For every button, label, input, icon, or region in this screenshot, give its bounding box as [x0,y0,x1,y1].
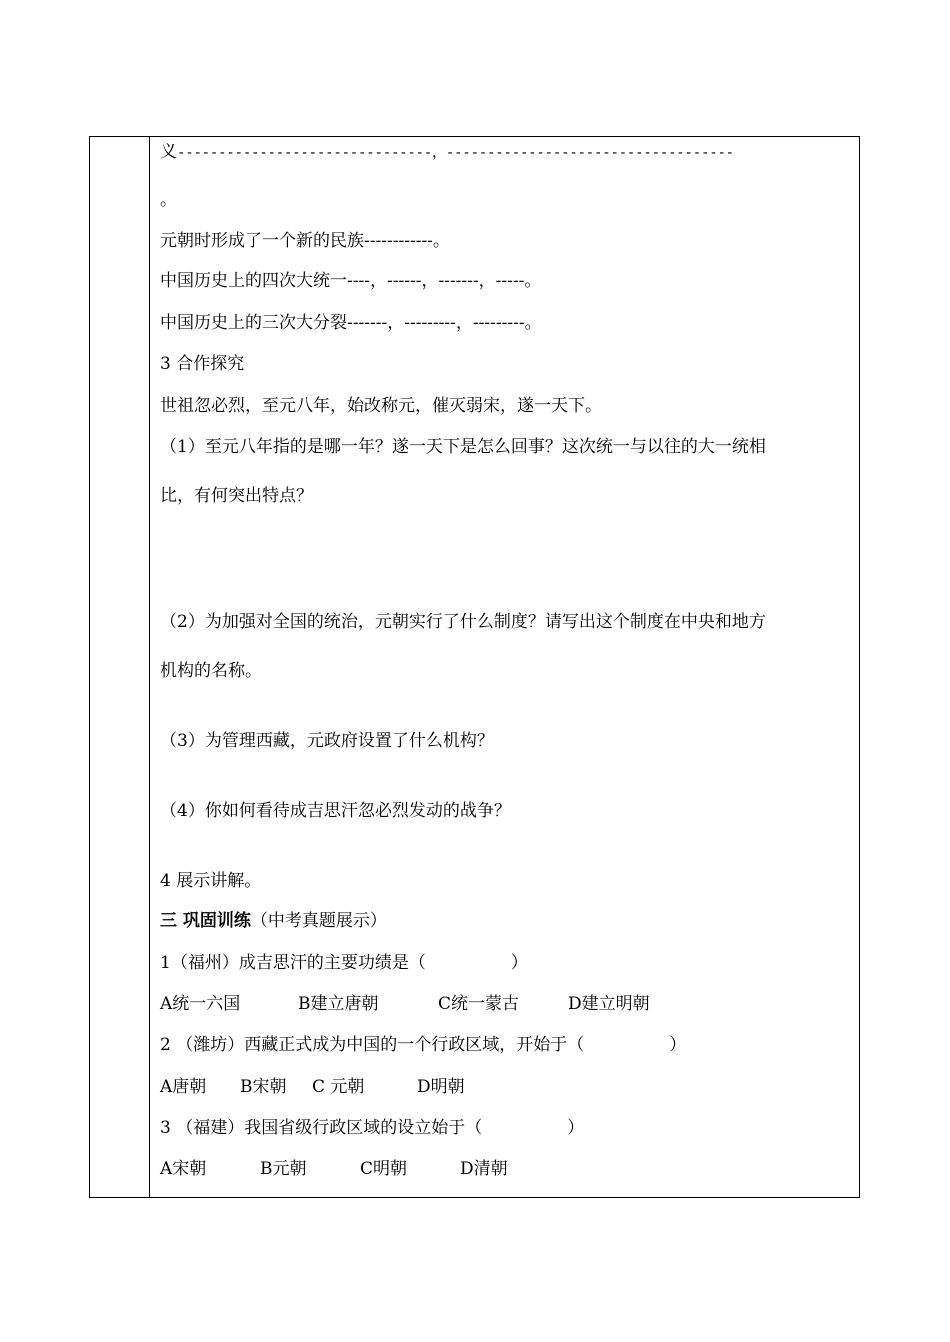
exam-q3-option-d: D清朝 [460,1159,508,1179]
exam-q2-option-a: A唐朝 [160,1077,207,1097]
section4-title: 4 展示讲解。 [160,871,262,891]
exam-q3-option-c: C明朝 [360,1159,408,1179]
exam-question-2: 2 （潍坊）西藏正式成为中国的一个行政区域，开始于（ ） [160,1035,687,1055]
section3-title: 3 合作探究 [160,354,245,374]
fill-line-yi [160,141,734,164]
section-consolidate-bold: 三 巩固训练 [160,911,251,931]
section-consolidate-rest: （中考真题展示） [250,911,387,931]
question-4: （4）你如何看待成吉思汗忽必烈发动的战争？ [160,801,511,821]
question-3: （3）为管理西藏，元政府设置了什么机构？ [160,731,494,751]
section-consolidate-title [160,910,387,932]
question-1-line1: （1）至元八年指的是哪一年？遂一天下是怎么回事？这次统一与以往的大一统相 [160,437,766,457]
exam-q1-option-c: C统一蒙古 [438,994,520,1014]
exam-question-1-options [160,993,650,1015]
table-left-column [90,137,150,1197]
question-2-line2: 机构的名称。 [160,661,262,681]
exam-q2-option-b: B宋朝 [240,1077,287,1097]
yi-char: 义 [160,142,177,162]
question-2-line1: （2）为加强对全国的统治，元朝实行了什么制度？请写出这个制度在中央和地方 [160,612,766,632]
exam-question-1: 1（福州）成吉思汗的主要功绩是（ ） [160,953,528,973]
exam-q3-option-a: A宋朝 [160,1159,207,1179]
fill-line-period: 。 [160,190,177,210]
exam-q2-option-c: C 元朝 [312,1077,365,1097]
exam-question-2-options [160,1076,465,1098]
three-divisions-question: 中国历史上的三次大分裂-------，---------，---------。 [160,313,542,333]
exam-q3-option-b: B元朝 [260,1159,307,1179]
exam-question-3: 3 （福建）我国省级行政区域的设立始于（ ） [160,1118,585,1138]
exam-q1-option-d: D建立明朝 [568,994,650,1014]
exam-q1-option-b: B建立唐朝 [298,994,379,1014]
yi-dashes: -------------------------------，----------------------------------- [177,145,734,161]
yuan-nation-question: 元朝时形成了一个新的民族------------。 [160,231,450,251]
exam-question-3-options [160,1158,508,1180]
exam-q1-option-a: A统一六国 [160,994,241,1014]
question-1-line2: 比，有何突出特点？ [160,486,313,506]
four-unifications-question: 中国历史上的四次大统一----，------，-------，-----。 [160,271,542,291]
quote-text: 世祖忽必烈，至元八年，始改称元，催灭弱宋，遂一天下。 [160,396,602,416]
exam-q2-option-d: D明朝 [417,1077,465,1097]
